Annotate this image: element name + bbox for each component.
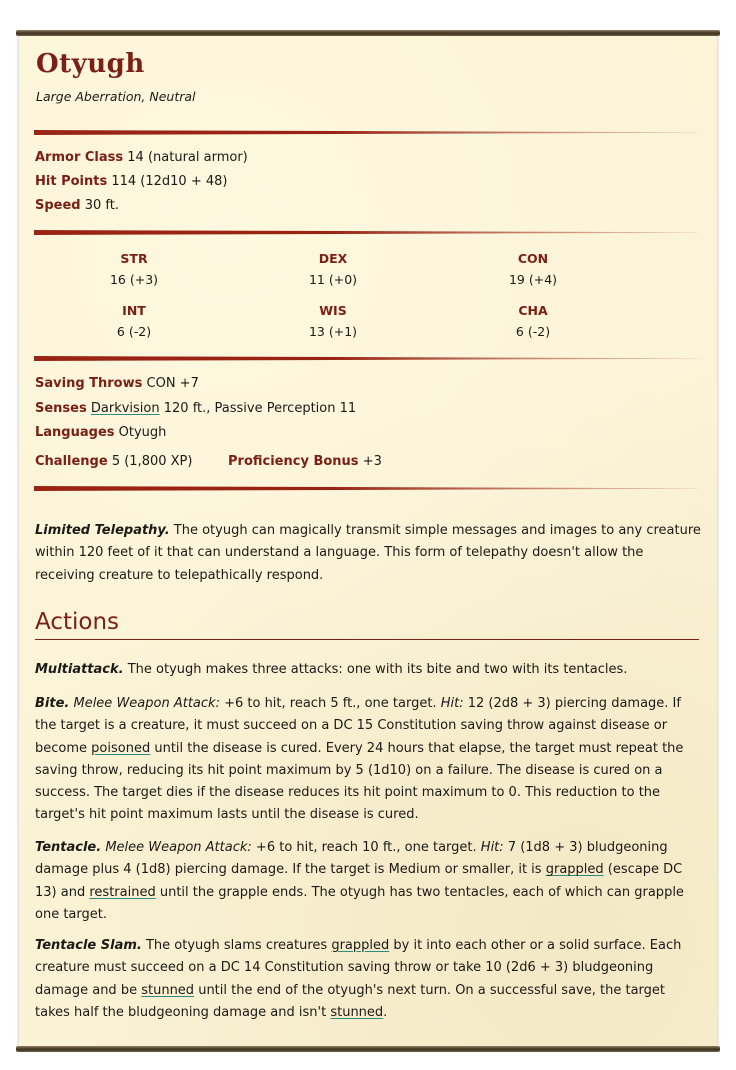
stunned-link[interactable]: stunned bbox=[330, 1004, 384, 1020]
armor-class-label: Armor Class bbox=[35, 150, 124, 165]
ability-name: STR bbox=[120, 251, 148, 266]
hit-points-value: 114 (12d10 + 48) bbox=[111, 174, 228, 189]
armor-class-value: 14 (natural armor) bbox=[127, 150, 248, 165]
ability-name: WIS bbox=[319, 303, 347, 318]
action-name: Multiattack. bbox=[35, 662, 124, 677]
trait-name: Limited Telepathy. bbox=[35, 523, 170, 538]
action-text: 12 (2d8 + 3) piercing damage. If the target is a creature, it must succeed on a DC 15 Constitution saving throw against disease or become bbox=[35, 696, 681, 756]
action-text: (escape DC 13) and bbox=[35, 862, 683, 900]
senses-label: Senses bbox=[35, 401, 87, 416]
action-name: Tentacle. bbox=[35, 840, 102, 855]
senses-value: 120 ft., Passive Perception 11 bbox=[163, 401, 357, 416]
divider bbox=[34, 486, 698, 491]
ability-wis bbox=[283, 303, 383, 339]
trait-text: The otyugh can magically transmit simple messages and images to any creature within 120 feet of it that can understand a language. This form of telepathy doesn't allow the receiving creature to telepathically respond. bbox=[35, 523, 701, 583]
challenge-row bbox=[35, 453, 192, 471]
action-text: The otyugh makes three attacks: one with its bite and two with its tentacles. bbox=[127, 662, 628, 677]
stat-block bbox=[19, 36, 717, 1046]
ability-score: 11 (+0) bbox=[308, 272, 358, 287]
challenge-label: Challenge bbox=[35, 454, 108, 469]
ability-name: DEX bbox=[318, 251, 348, 266]
action-name: Tentacle Slam. bbox=[35, 938, 142, 953]
languages-row bbox=[35, 424, 166, 442]
saving-throws-row bbox=[35, 375, 199, 393]
proficiency-value: +3 bbox=[362, 454, 382, 469]
ability-name: CHA bbox=[518, 303, 548, 318]
grappled-link[interactable]: grappled bbox=[545, 862, 604, 878]
hit-points-label: Hit Points bbox=[35, 174, 108, 189]
action-text: until the disease is cured. Every 24 hours that elapse, the target must repeat the saving throw, reducing its hit point maximum by 5 (1d10) on a failure. The disease is cured on a success. The target dies if the disease reduces its hit point maximum to 0. This reduction to the target's hit point maximum lasts until the disease is cured. bbox=[35, 740, 684, 823]
restrained-link[interactable]: restrained bbox=[89, 884, 156, 900]
attack-type: Melee Weapon Attack: bbox=[73, 696, 220, 711]
ability-str bbox=[84, 251, 184, 287]
hit-points-row bbox=[35, 173, 227, 191]
actions-heading: Actions bbox=[35, 609, 699, 640]
languages-label: Languages bbox=[35, 425, 115, 440]
ability-name: INT bbox=[122, 303, 146, 318]
action-text: +6 to hit, reach 10 ft., one target. bbox=[255, 840, 477, 855]
speed-value: 30 ft. bbox=[84, 198, 120, 213]
action-text: . bbox=[383, 1004, 388, 1020]
ability-score: 19 (+4) bbox=[508, 272, 558, 287]
action-text: until the end of the otyugh's next turn. On a successful save, the target takes half the bludgeoning damage and isn't bbox=[35, 982, 665, 1020]
attack-type: Melee Weapon Attack: bbox=[105, 840, 252, 855]
darkvision-link[interactable]: Darkvision bbox=[90, 401, 160, 416]
divider bbox=[34, 230, 698, 235]
speed-row bbox=[35, 197, 119, 215]
saving-throws-value: CON +7 bbox=[146, 376, 199, 391]
ability-score: 13 (+1) bbox=[308, 324, 358, 339]
senses-row bbox=[35, 400, 356, 418]
ability-int bbox=[84, 303, 184, 339]
action-tentacle bbox=[35, 837, 703, 926]
action-multiattack bbox=[35, 659, 703, 681]
ability-name: CON bbox=[517, 251, 549, 266]
scroll-bottom-bar bbox=[16, 1046, 720, 1052]
action-text: The otyugh slams creatures bbox=[145, 938, 328, 953]
proficiency-row bbox=[228, 453, 382, 471]
action-tentacle-slam bbox=[35, 935, 703, 1024]
divider bbox=[34, 130, 698, 135]
languages-value: Otyugh bbox=[118, 425, 167, 440]
poisoned-link[interactable]: poisoned bbox=[91, 740, 151, 756]
divider bbox=[34, 356, 698, 361]
hit-label: Hit: bbox=[440, 696, 464, 711]
ability-score: 6 (-2) bbox=[116, 324, 152, 339]
trait-limited-telepathy bbox=[35, 520, 703, 587]
monster-name: Otyugh bbox=[36, 49, 145, 79]
monster-meta: Large Aberration, Neutral bbox=[36, 89, 196, 104]
ability-cha bbox=[483, 303, 583, 339]
action-text: +6 to hit, reach 5 ft., one target. bbox=[224, 696, 437, 711]
stunned-link[interactable]: stunned bbox=[141, 982, 195, 998]
ability-dex bbox=[283, 251, 383, 287]
ability-con bbox=[483, 251, 583, 287]
challenge-value: 5 (1,800 XP) bbox=[111, 454, 193, 469]
proficiency-label: Proficiency Bonus bbox=[228, 454, 359, 469]
ability-score: 6 (-2) bbox=[515, 324, 551, 339]
saving-throws-label: Saving Throws bbox=[35, 376, 143, 391]
action-bite bbox=[35, 693, 703, 827]
ability-score: 16 (+3) bbox=[109, 272, 159, 287]
speed-label: Speed bbox=[35, 198, 81, 213]
grappled-link[interactable]: grappled bbox=[331, 938, 390, 953]
action-text: until the grapple ends. The otyugh has two tentacles, each of which can grapple one target. bbox=[35, 884, 684, 922]
armor-class-row bbox=[35, 149, 248, 167]
action-text: by it into each other or a solid surface. Each creature must succeed on a DC 14 Constitution saving throw or take 10 (2d6 + 3) bludgeoning damage and be bbox=[35, 938, 682, 998]
action-name: Bite. bbox=[35, 696, 70, 711]
hit-label: Hit: bbox=[480, 840, 504, 855]
action-text: 7 (1d8 + 3) bludgeoning damage plus 4 (1d8) piercing damage. If the target is Medium or smaller, it is bbox=[35, 840, 668, 878]
